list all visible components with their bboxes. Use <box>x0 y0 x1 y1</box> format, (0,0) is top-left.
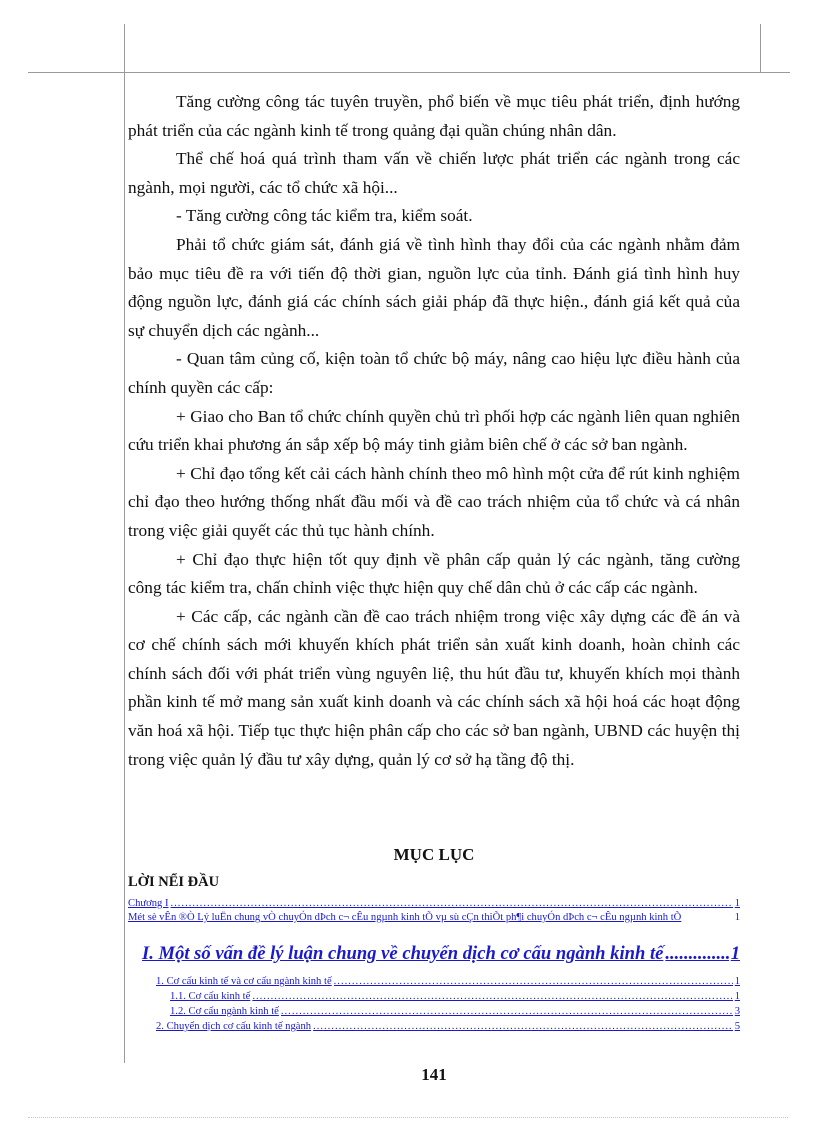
paragraph: - Quan tâm củng cố, kiện toàn tổ chức bộ máy, nâng cao hiệu lực điều hành của chính quyền các cấp: <box>128 349 740 397</box>
toc-entry-subsection[interactable] <box>128 976 740 988</box>
toc-entry-subsection[interactable] <box>128 1021 740 1033</box>
toc-title: MỤC LỤC <box>393 845 475 864</box>
paragraph: - Tăng cường công tác kiểm tra, kiểm soát. <box>176 206 473 226</box>
toc-entry-chapter-title[interactable] <box>128 912 740 924</box>
toc-entry-text: Chương I <box>128 898 169 909</box>
crop-mark <box>124 24 125 72</box>
toc-intro: LỜI NỂI ĐẦU <box>128 874 220 890</box>
toc-entry-text: 1.1. Cơ cấu kinh tế <box>170 991 251 1002</box>
toc-entry-page: 5 <box>734 1021 740 1032</box>
toc-entry-text: 1.2. Cơ cấu ngành kinh tế <box>170 1006 279 1017</box>
toc-entry-section[interactable] <box>128 943 740 965</box>
toc-entry-page: 1 <box>734 976 740 987</box>
toc-entry-chapter[interactable] <box>128 898 740 910</box>
toc-entry-page: 1 <box>734 898 740 909</box>
page-bottom-border <box>28 1117 788 1118</box>
paragraph: + Giao cho Ban tổ chức chính quyền chủ trì phối hợp các ngành liên quan nghiên cứu triển khai phương án sắp xếp bộ máy tinh giảm biên chế ở các sở ban ngành. <box>128 406 740 455</box>
toc-entry-text: 2. Chuyển dịch cơ cấu kinh tế ngành <box>156 1021 312 1032</box>
toc-entry-page: 1 <box>730 943 740 964</box>
toc-entry-text: 1. Cơ cấu kinh tế và cơ cấu ngành kinh tế <box>156 976 332 987</box>
crop-mark <box>760 72 790 73</box>
crop-mark <box>28 72 124 73</box>
paragraph: + Chỉ đạo thực hiện tốt quy định về phân cấp quản lý các ngành, tăng cường công tác kiểm tra, chấn chỉnh việc thực hiện quy chế dân chủ ở các cấp các ngành. <box>128 549 740 598</box>
body-text <box>128 88 740 774</box>
toc-entry-text: I. Một số vấn đề lý luận chung về chuyển dịch cơ cấu ngành kinh tế <box>142 943 664 964</box>
page-number: 141 <box>421 1065 447 1084</box>
paragraph: Phải tổ chức giám sát, đánh giá về tình hình thay đổi của các ngành nhằm đảm bảo mục tiêu đề ra với tiến độ thời gian, nguồn lực của tỉnh. Đánh giá tình hình huy động nguồn lực, đánh giá các chính sách giải pháp đã thực hiện., đánh giá kết quả của sự chuyển dịch các ngành... <box>128 234 740 340</box>
toc-entry-subsection[interactable] <box>128 991 740 1003</box>
paragraph: + Chỉ đạo tổng kết cải cách hành chính theo mô hình một cửa để rút kinh nghiệm chỉ đạo theo hướng thống nhất đầu mối và đề cao trách nhiệm của tổ chức và cá nhân trong việc giải quyết các thủ tục hành chính. <box>128 463 740 540</box>
toc-entry-subsection[interactable] <box>128 1006 740 1018</box>
toc-entry-page: 3 <box>734 1006 740 1017</box>
paragraph: + Các cấp, các ngành cần đề cao trách nhiệm trong việc xây dựng các đề án và cơ chế chính sách mới khuyến khích phát triển sản xuất kinh doanh, hoàn chỉnh các chính sách đối với phát triển vùng nguyên liệ, thu hút đầu tư, khuyến khích mọi thành phần kinh tế mở mang sản xuất kinh doanh và các chính sách xã hội hoá các hoạt động văn hoá xã hội. Tiếp tục thực hiện phân cấp cho các sở ban ngành, UBND các huyện thị trong việc quản lý đầu tư xây dựng, quản lý cơ sở hạ tầng độ thị. <box>128 606 740 769</box>
toc-entry-text: Mét sè vÊn ®Ò Lý luËn chung vÒ chuyÓn dÞch c¬ cÊu ngµnh kinh tÕ vµ sù cÇn thiÕt ph¶i chuyÓn dÞch c¬ cÊu ngµnh kinh tÕ <box>128 912 682 923</box>
paragraph: Tăng cường công tác tuyên truyền, phổ biến về mục tiêu phát triển, định hướng phát triển của các ngành kinh tế trong quảng đại quần chúng nhân dân. <box>128 92 740 140</box>
crop-mark <box>760 24 761 72</box>
toc-entry-page: 1 <box>734 912 740 923</box>
paragraph: Thể chế hoá quá trình tham vấn về chiến lược phát triển các ngành trong các ngành, mọi người, các tổ chức xã hội... <box>128 149 740 197</box>
toc-entry-page: 1 <box>734 991 740 1002</box>
